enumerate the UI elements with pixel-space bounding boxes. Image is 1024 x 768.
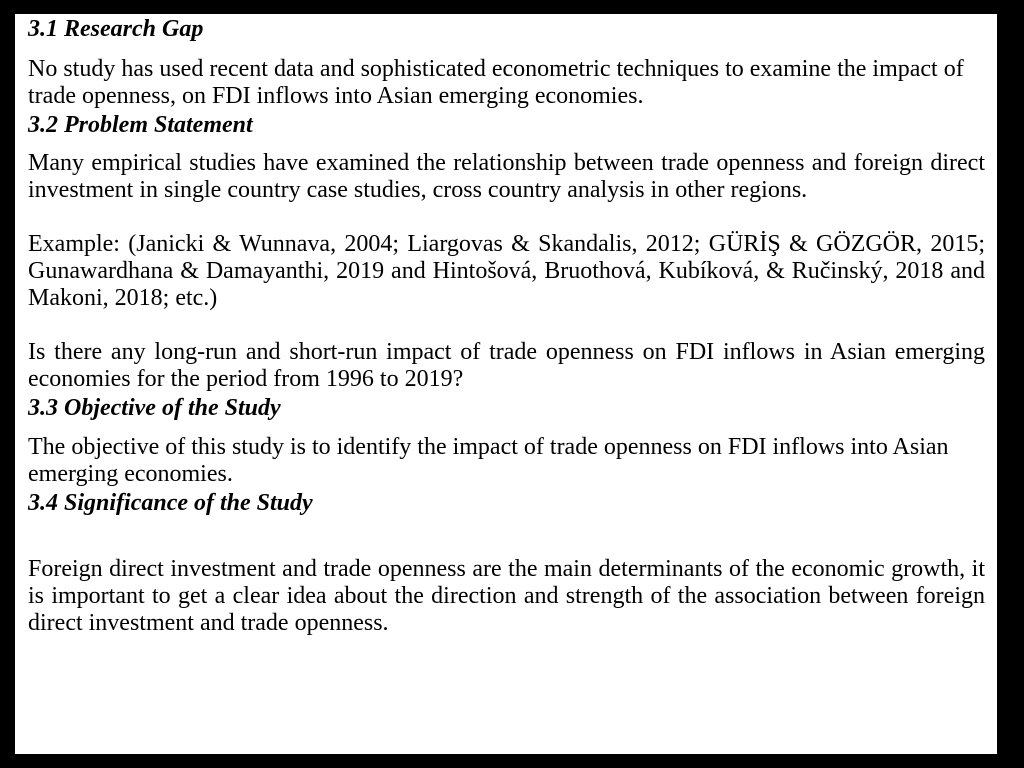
- paragraph-research-gap: No study has used recent data and sophisticated econometric techniques to examine the impact of trade openness, on FDI inflows into Asian emerging economies.: [28, 56, 964, 109]
- heading-research-gap: 3.1 Research Gap: [28, 16, 204, 42]
- heading-problem-statement: 3.2 Problem Statement: [28, 112, 253, 138]
- paragraph-research-question: Is there any long-run and short-run impact of trade openness on FDI inflows in Asian emerging economies for the period from 1996 to 2019?: [28, 339, 985, 392]
- paragraph-significance: Foreign direct investment and trade openness are the main determinants of the economic growth, it is important to get a clear idea about the direction and strength of the association between foreign direct investment and trade openness.: [28, 556, 985, 636]
- heading-objective: 3.3 Objective of the Study: [28, 395, 281, 421]
- slide-content: [28, 14, 985, 637]
- paragraph-examples: Example: (Janicki & Wunnava, 2004; Liargovas & Skandalis, 2012; GÜRİŞ & GÖZGÖR, 2015; Gunawardhana & Damayanthi, 2019 and Hintošová, Bruothová, Kubíková, & Ručinský, 2018 and Makoni, 2018; etc.): [28, 231, 985, 311]
- paragraph-problem-statement: Many empirical studies have examined the relationship between trade openness and foreign direct investment in single country case studies, cross country analysis in other regions.: [28, 150, 985, 203]
- slide: [15, 14, 997, 754]
- paragraph-objective: The objective of this study is to identify the impact of trade openness on FDI inflows into Asian emerging economies.: [28, 434, 949, 487]
- heading-significance: 3.4 Significance of the Study: [28, 490, 313, 516]
